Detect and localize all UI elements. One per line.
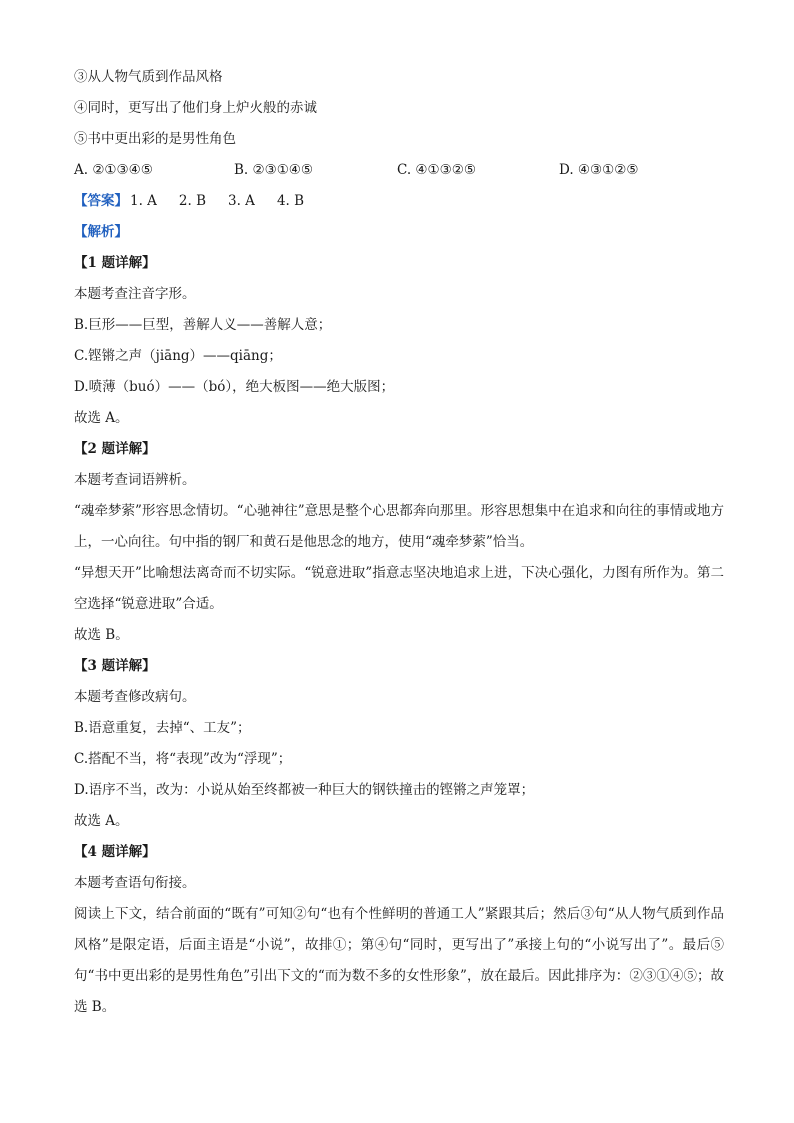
q1-header: 【1 题详解】 (74, 255, 156, 271)
q1-line-4: D.喷薄（buó）——（bó），绝大板图——绝大版图； (74, 379, 395, 395)
analysis-line (74, 217, 724, 248)
q2-header: 【2 题详解】 (74, 441, 156, 457)
answer-label: 【答案】 (74, 193, 128, 209)
q2-paragraph-1: “魂牵梦萦”形容思念情切。“心驰神往”意思是整个心思都奔向那里。形容思想集中在追求和向往的事情或地方上，一心向往。句中指的钢厂和黄石是他思念的地方，使用“魂牵梦萦”恰当。 (74, 503, 724, 550)
q1-conclusion: 故选 A。 (74, 410, 129, 426)
q4-intro: 本题考查语句衔接。 (74, 875, 196, 891)
q3-line-3: C.搭配不当，将“表现”改为“浮现”； (74, 751, 292, 767)
q4-header: 【4 题详解】 (74, 844, 156, 860)
answer-item-3: 3. A (228, 193, 255, 209)
q1-line-2: B.巨形——巨型，善解人义——善解人意； (74, 317, 332, 333)
choice-c: C. ④①③②⑤ (397, 162, 476, 178)
q1-line-3: C.铿锵之声（jiāng）——qiāng； (74, 348, 282, 364)
q3-line-1: 本题考查修改病句。 (74, 689, 196, 705)
option-line-4: ④同时，更写出了他们身上炉火般的赤诚 (74, 100, 317, 116)
answer-item-4: 4. B (276, 193, 305, 209)
document-content (74, 62, 724, 1023)
q2-intro: 本题考查词语辨析。 (74, 472, 196, 488)
q1-line-1: 本题考查注音字形。 (74, 286, 196, 302)
option-line-5: ⑤书中更出彩的是男性角色 (74, 131, 236, 147)
choice-b: B. ②③①④⑤ (234, 162, 314, 178)
analysis-label: 【解析】 (74, 224, 128, 240)
choice-row (74, 155, 724, 186)
answer-line (74, 186, 724, 217)
q2-paragraph-2: “异想天开”比喻想法离奇而不切实际。“锐意进取”指意志坚决地追求上进，下决心强化，力图有所作为。第二空选择“锐意进取”合适。 (74, 565, 724, 612)
q3-line-2: B.语意重复，去掉“、工友”； (74, 720, 251, 736)
answer-item-1: 1. A (130, 193, 157, 209)
option-line-3: ③从人物气质到作品风格 (74, 69, 223, 85)
choice-a: A. ②①③④⑤ (74, 162, 153, 178)
q3-header: 【3 题详解】 (74, 658, 156, 674)
answer-item-2: 2. B (178, 193, 207, 209)
q4-paragraph: 阅读上下文，结合前面的“既有”可知②句“也有个性鲜明的普通工人”紧跟其后；然后③句“从人物气质到作品风格”是限定语，后面主语是“小说”，故排①；第④句“同时，更写出了”承接上句的“小说写出了”。最后⑤句“书中更出彩的是男性角色”引出下文的“而为数不多的女性形象”，放在最后。因此排序为：②③①④⑤；故选 B。 (74, 906, 724, 1015)
choice-d: D. ④③①②⑤ (559, 162, 639, 178)
q3-conclusion: 故选 A。 (74, 813, 129, 829)
q3-line-4: D.语序不当，改为：小说从始至终都被一种巨大的钢铁撞击的铿锵之声笼罩； (74, 782, 535, 798)
q2-conclusion: 故选 B。 (74, 627, 129, 643)
